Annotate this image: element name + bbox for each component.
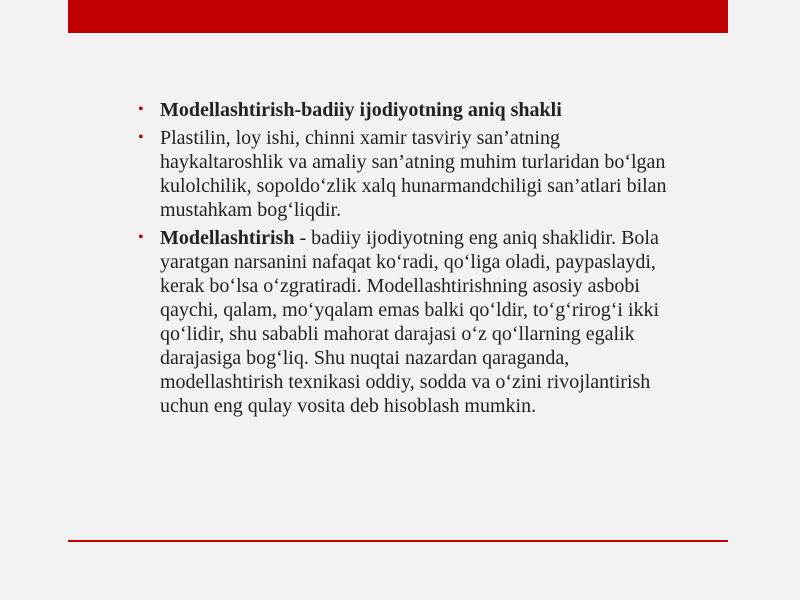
bullet-icon: • xyxy=(138,101,144,118)
list-item xyxy=(138,226,678,418)
bullet-icon: • xyxy=(138,229,144,246)
bullet-text: - badiiy ijodiyotning eng aniq shaklidir. Bola yaratgan narsanini nafaqat ko‘radi, qo‘liga oladi, paypaslaydi, kerak bo‘lsa o‘zgratiradi. Modellashtirishning asosiy asbobi qaychi, qalam, mo‘yqalam emas balki qo‘ldir, to‘g‘rirog‘i ikki qo‘lidir, shu sababli mahorat darajasi o‘z qo‘llarning egalik darajasiga bog‘liq. Shu nuqtai nazardan qaraganda, modellashtirish texnikasi oddiy, sodda va o‘zini rivojlantirish uchun eng qulay vosita deb hisoblash mumkin. xyxy=(160,227,660,417)
bullet-list xyxy=(138,98,678,418)
bullet-bold-text: Modellashtirish xyxy=(160,227,295,249)
bullet-bold-text: Modellashtirish-badiiy ijodiyotning aniq shakli xyxy=(160,99,562,121)
bullet-text: Plastilin, loy ishi, chinni xamir tasviriy san’atning haykaltaroshlik va amaliy san’atning muhim turlaridan bo‘lgan kulolchilik, sopoldo‘zlik xalq hunarmandchiligi san’atlari bilan mustahkam bog‘liqdir. xyxy=(160,127,667,221)
slide-content xyxy=(138,98,678,422)
top-accent-bar xyxy=(68,0,728,33)
bottom-divider xyxy=(68,540,728,542)
list-item xyxy=(138,126,678,222)
list-item xyxy=(138,98,678,122)
bullet-icon: • xyxy=(138,129,144,146)
